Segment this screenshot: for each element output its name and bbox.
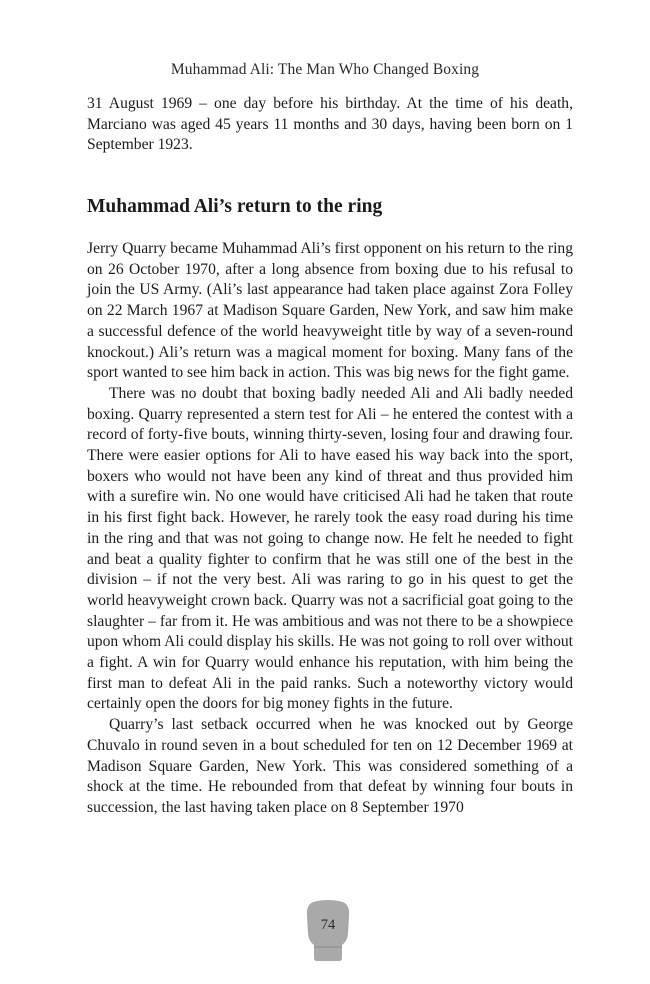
page-number-badge [303, 898, 353, 962]
paragraph: There was no doubt that boxing badly needed Ali and Ali badly needed boxing. Quarry represented a stern test for Ali – he entered the contest with a record of forty-five bouts, winning thirty-seven, losing four and drawing four. There were easier options for Ali to have eased his way back into the sport, boxers who would not have been any kind of threat and thus provided him with a surefire win. No one would have criticised Ali had he taken that route in his first fight back. However, he rarely took the easy road during his time in the ring and that was not going to change now. He felt he needed to fight and beat a quality fighter to confirm that he was still one of the best in the division – if not the very best. Ali was raring to go in his quest to get the world heavyweight crown back. Quarry was not a sacrificial goat going to the slaughter – far from it. He was ambitious and was not there to be a showpiece upon whom Ali could display his skills. He was not going to roll over without a fight. A win for Quarry would enhance his reputation, with him being the first man to defeat Ali in the paid ranks. Such a noteworthy victory would certainly open the doors for big money fights in the future. [87, 384, 573, 713]
page-number: 74 [320, 917, 336, 933]
running-header: Muhammad Ali: The Man Who Changed Boxing [170, 61, 480, 78]
section-body [87, 239, 573, 819]
paragraph: 31 August 1969 – one day before his birthday. At the time of his death, Marciano was aged 45 years 11 months and 30 days, having been born on 1 September 1923. [87, 95, 573, 154]
paragraph: Quarry’s last setback occurred when he was knocked out by George Chuvalo in round seven in a bout scheduled for ten on 12 December 1969 at Madison Square Garden, New York. This was considered something of a shock at the time. He rebounded from that defeat by winning four bouts in succession, the last having taken place on 8 September 1970 [87, 716, 573, 816]
paragraph: Jerry Quarry became Muhammad Ali’s first opponent on his return to the ring on 26 October 1970, after a long absence from boxing due to his refusal to join the US Army. (Ali’s last appearance had taken place against Zora Folley on 22 March 1967 at Madison Square Garden, New York, and saw him make a successful defence of the world heavyweight title by way of a seven-round knockout.) Ali’s return was a magical moment for boxing. Many fans of the sport wanted to see him back in action. This was big news for the fight game. [87, 240, 573, 382]
continued-paragraph-block [87, 94, 573, 156]
section-heading: Muhammad Ali’s return to the ring [87, 196, 383, 217]
